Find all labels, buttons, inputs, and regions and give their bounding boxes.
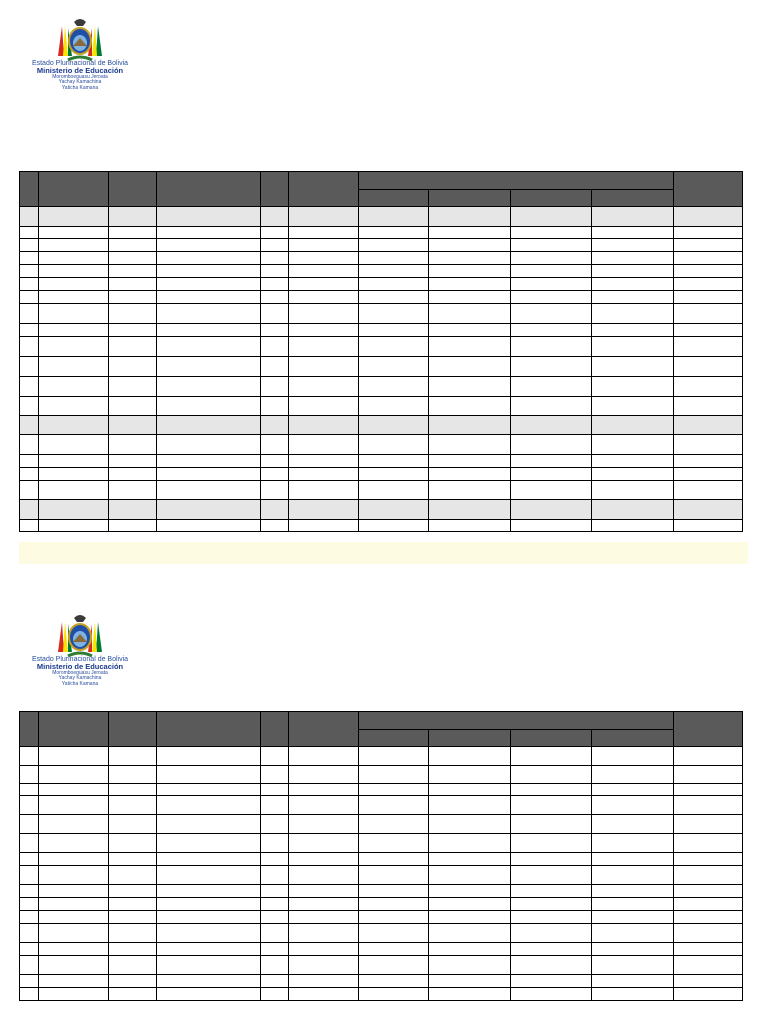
table-row xyxy=(20,834,743,853)
table-row xyxy=(20,766,743,784)
table-row xyxy=(20,252,743,265)
table-row xyxy=(20,796,743,815)
brand-line-aymara: Yaticha Kamana xyxy=(61,84,99,91)
table-row xyxy=(20,898,743,911)
table-header-row xyxy=(20,712,743,730)
highlight-note-bar xyxy=(19,542,748,564)
brand-line-ministry: Ministerio de Educación xyxy=(36,66,124,76)
table-row xyxy=(20,956,743,975)
table-row xyxy=(20,416,743,435)
table-row xyxy=(20,853,743,866)
table-row xyxy=(20,988,743,1001)
table-row xyxy=(20,924,743,943)
coat-of-arms-icon xyxy=(52,16,108,62)
table-row xyxy=(20,377,743,397)
brand-line-aymara: Yaticha Kamana xyxy=(61,680,99,687)
table-row xyxy=(20,885,743,898)
table-row xyxy=(20,265,743,278)
brand-line-quechua: Yachay Kamachina xyxy=(58,79,102,86)
table-row xyxy=(20,481,743,500)
table-row xyxy=(20,227,743,239)
table-row xyxy=(20,324,743,337)
table-row xyxy=(20,304,743,324)
table-row xyxy=(20,337,743,357)
table-row xyxy=(20,747,743,766)
ministry-logo xyxy=(24,612,136,698)
table-row xyxy=(20,291,743,304)
table-row xyxy=(20,975,743,988)
table-row xyxy=(20,784,743,796)
table-row xyxy=(20,520,743,532)
table-row xyxy=(20,943,743,956)
table-header-row xyxy=(20,172,743,190)
ministry-logo xyxy=(24,16,136,102)
table-row xyxy=(20,278,743,291)
brand-line-quechua: Yachay Kamachina xyxy=(58,675,102,682)
table-row xyxy=(20,500,743,520)
table-row xyxy=(20,397,743,416)
brand-line-guarani: Moromboeguasu Jeroata xyxy=(52,74,108,81)
table-row xyxy=(20,911,743,924)
table-row xyxy=(20,455,743,468)
data-table-2 xyxy=(19,711,743,1001)
brand-line-guarani: Moromboeguasu Jeroata xyxy=(52,670,108,677)
brand-line-ministry: Ministerio de Educación xyxy=(36,662,124,672)
brand-line-country: Estado Plurinacional de Bolivia xyxy=(31,656,129,663)
table-row xyxy=(20,866,743,885)
table-row xyxy=(20,815,743,834)
table-row xyxy=(20,357,743,377)
table-row xyxy=(20,435,743,455)
data-table-1 xyxy=(19,171,743,532)
table-row xyxy=(20,239,743,252)
table-row xyxy=(20,468,743,481)
brand-line-country: Estado Plurinacional de Bolivia xyxy=(31,60,129,67)
coat-of-arms-icon xyxy=(52,612,108,658)
table-row xyxy=(20,207,743,227)
